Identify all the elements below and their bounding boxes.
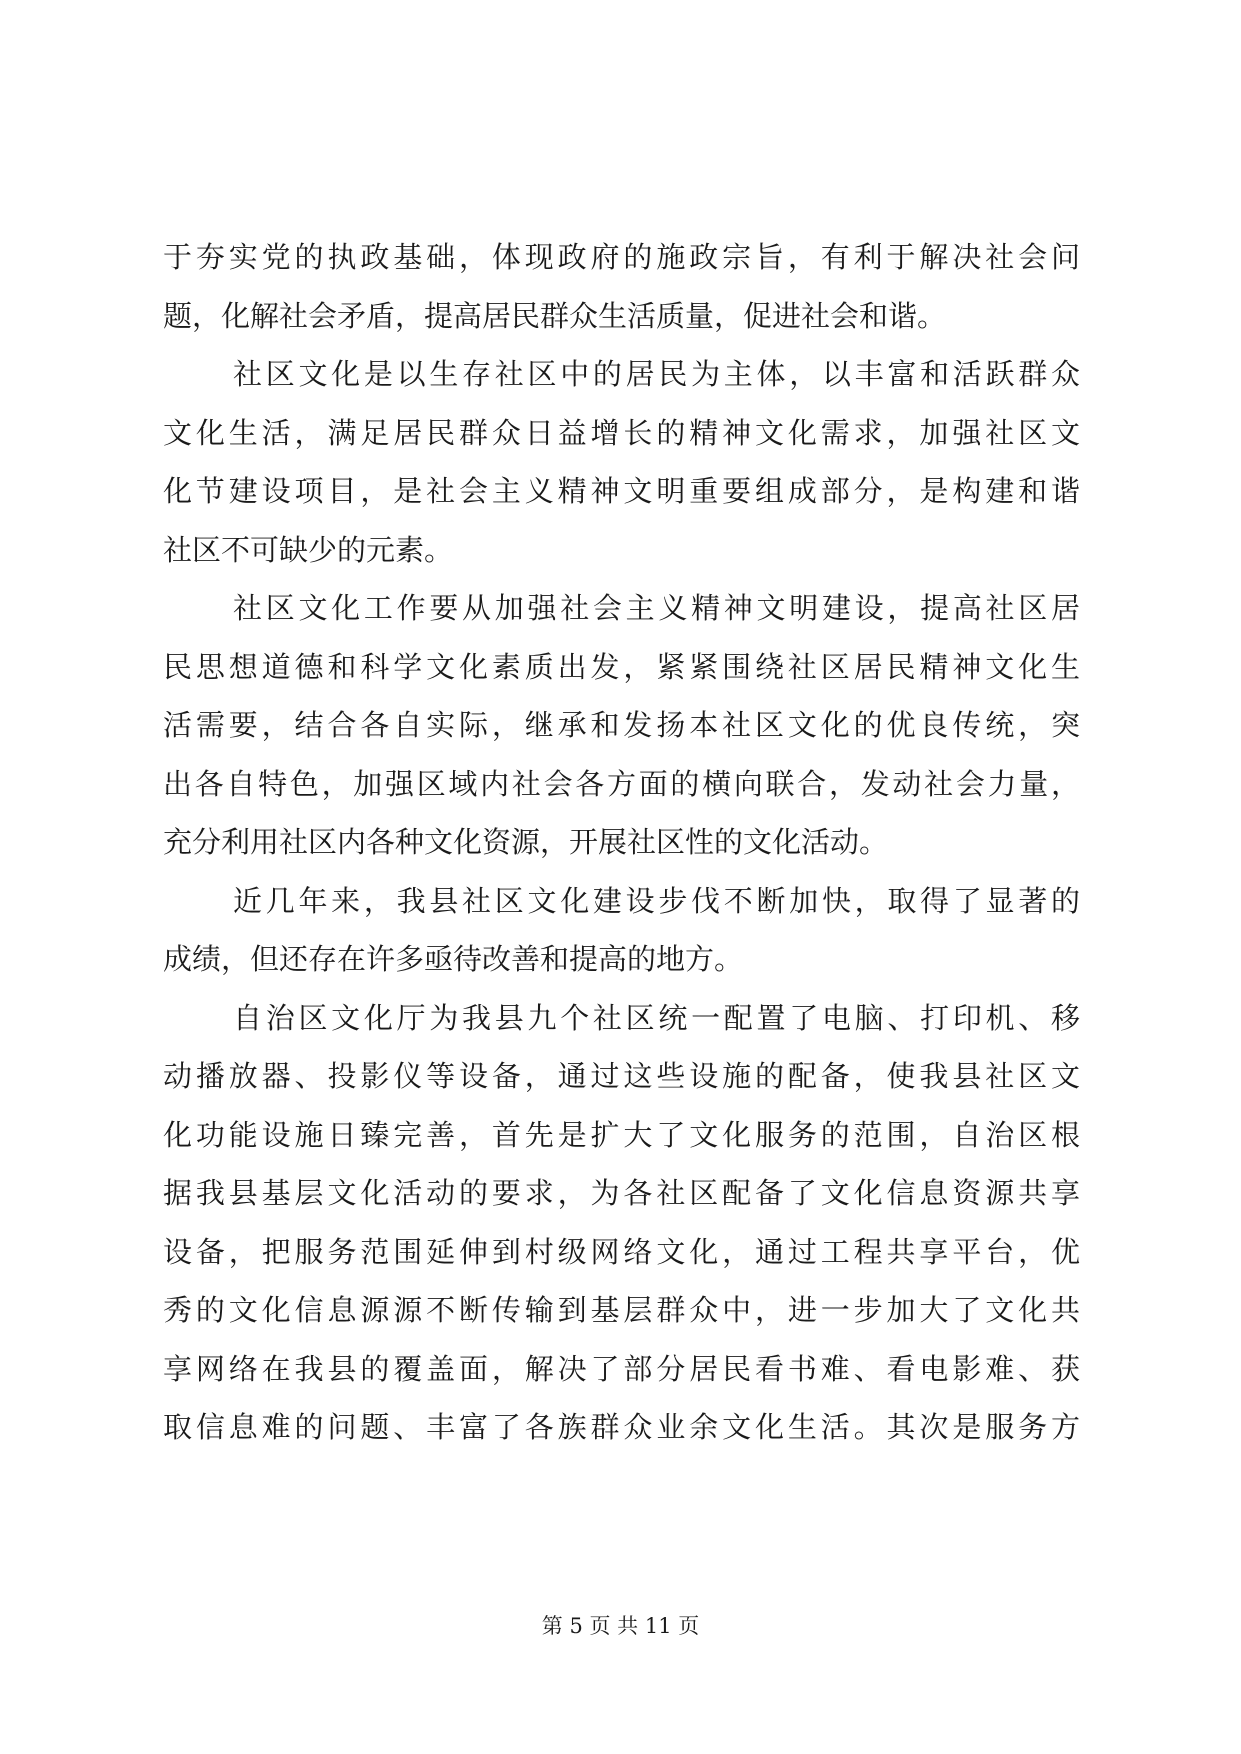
text-line: 文化生活，满足居民群众日益增长的精神文化需求，加强社区文 (163, 415, 1080, 450)
page-footer: 第 5 页 共 11 页 (541, 1614, 700, 1638)
text-line: 活需要，结合各自实际，继承和发扬本社区文化的优良传统，突 (163, 708, 1080, 742)
body-text (163, 228, 1080, 1457)
text-line: 近几年来，我县社区文化建设步伐不断加快，取得了显著的 (233, 883, 1080, 918)
text-line: 设备，把服务范围延伸到村级网络文化，通过工程共享平台，优 (163, 1234, 1080, 1269)
text-line: 社区文化是以生存社区中的居民为主体，以丰富和活跃群众 (233, 357, 1080, 391)
text-line: 动播放器、投影仪等设备，通过这些设施的配备，使我县社区文 (163, 1059, 1080, 1093)
text-line: 成绩，但还存在许多亟待改善和提高的地方。 (163, 942, 744, 976)
text-line: 自治区文化厅为我县九个社区统一配置了电脑、打印机、移 (233, 1000, 1080, 1035)
text-line: 据我县基层文化活动的要求，为各社区配备了文化信息资源共享 (163, 1176, 1080, 1210)
text-line: 社区文化工作要从加强社会主义精神文明建设，提高社区居 (233, 591, 1080, 625)
text-line: 秀的文化信息源源不断传输到基层群众中，进一步加大了文化共 (163, 1293, 1080, 1327)
text-line: 化节建设项目，是社会主义精神文明重要组成部分，是构建和谐 (163, 474, 1080, 508)
text-line: 题，化解社会矛盾，提高居民群众生活质量，促进社会和谐。 (163, 298, 947, 333)
text-line: 出各自特色，加强区域内社会各方面的横向联合，发动社会力量， (163, 766, 1080, 801)
text-line: 民思想道德和科学文化素质出发，紧紧围绕社区居民精神文化生 (163, 649, 1080, 684)
text-line: 化功能设施日臻完善，首先是扩大了文化服务的范围，自治区根 (163, 1117, 1080, 1152)
text-line: 取信息难的问题、丰富了各族群众业余文化生活。其次是服务方 (163, 1410, 1080, 1444)
text-line: 社区不可缺少的元素。 (163, 532, 454, 567)
text-line: 享网络在我县的覆盖面，解决了部分居民看书难、看电影难、获 (163, 1351, 1080, 1386)
text-line: 充分利用社区内各种文化资源，开展社区性的文化活动。 (163, 825, 889, 859)
text-line: 于夯实党的执政基础，体现政府的施政宗旨，有利于解决社会问 (163, 240, 1080, 274)
